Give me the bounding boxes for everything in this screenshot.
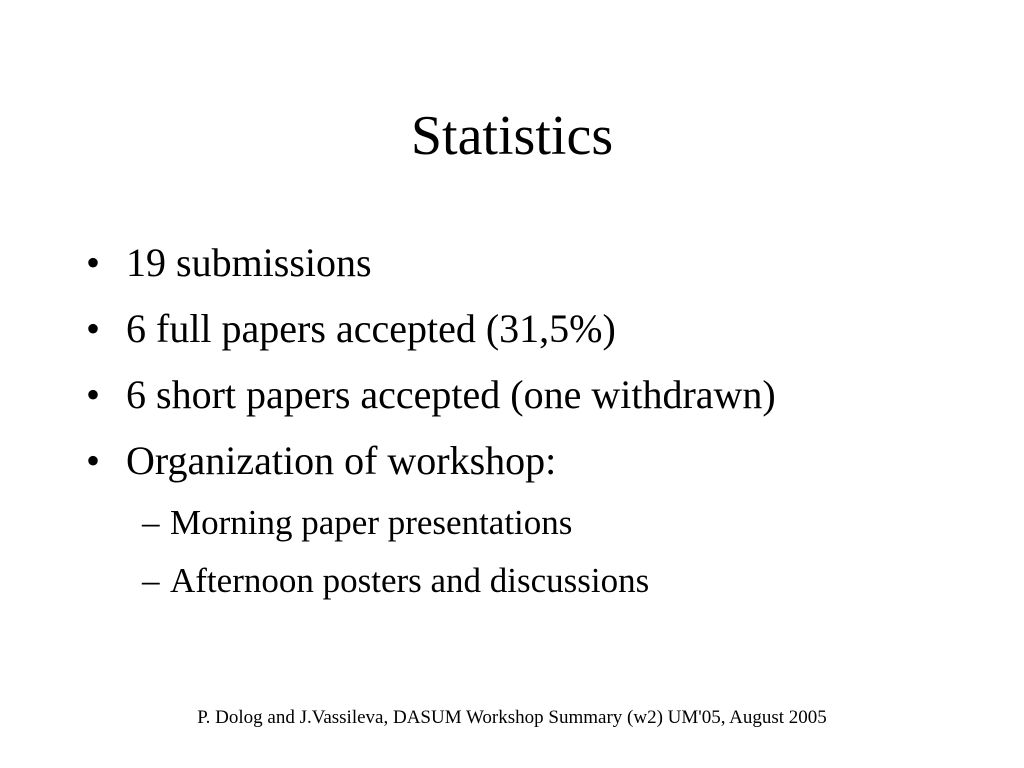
sub-bullet-marker: – xyxy=(142,503,160,542)
bullet-list xyxy=(86,230,986,610)
bullet-item xyxy=(86,296,986,362)
bullet-item xyxy=(86,230,986,296)
bullet-text: 6 full papers accepted (31,5%) xyxy=(126,306,616,351)
bullet-text: Organization of workshop: xyxy=(126,438,557,483)
slide-title: Statistics xyxy=(410,105,614,167)
sub-bullet-item xyxy=(86,552,986,610)
bullet-item xyxy=(86,362,986,428)
bullet-marker: • xyxy=(86,438,101,483)
bullet-marker: • xyxy=(86,240,101,285)
bullet-marker: • xyxy=(86,372,101,417)
sub-bullet-marker: – xyxy=(142,561,160,600)
bullet-marker: • xyxy=(86,306,101,351)
bullet-text: 6 short papers accepted (one withdrawn) xyxy=(126,372,776,417)
slide-footer: P. Dolog and J.Vassileva, DASUM Workshop Summary (w2) UM'05, August 2005 xyxy=(197,707,827,728)
bullet-text: 19 submissions xyxy=(126,240,372,285)
sub-bullet-text: Afternoon posters and discussions xyxy=(170,561,650,600)
sub-bullet-text: Morning paper presentations xyxy=(170,503,573,542)
bullet-item xyxy=(86,428,986,494)
sub-bullet-item xyxy=(86,494,986,552)
